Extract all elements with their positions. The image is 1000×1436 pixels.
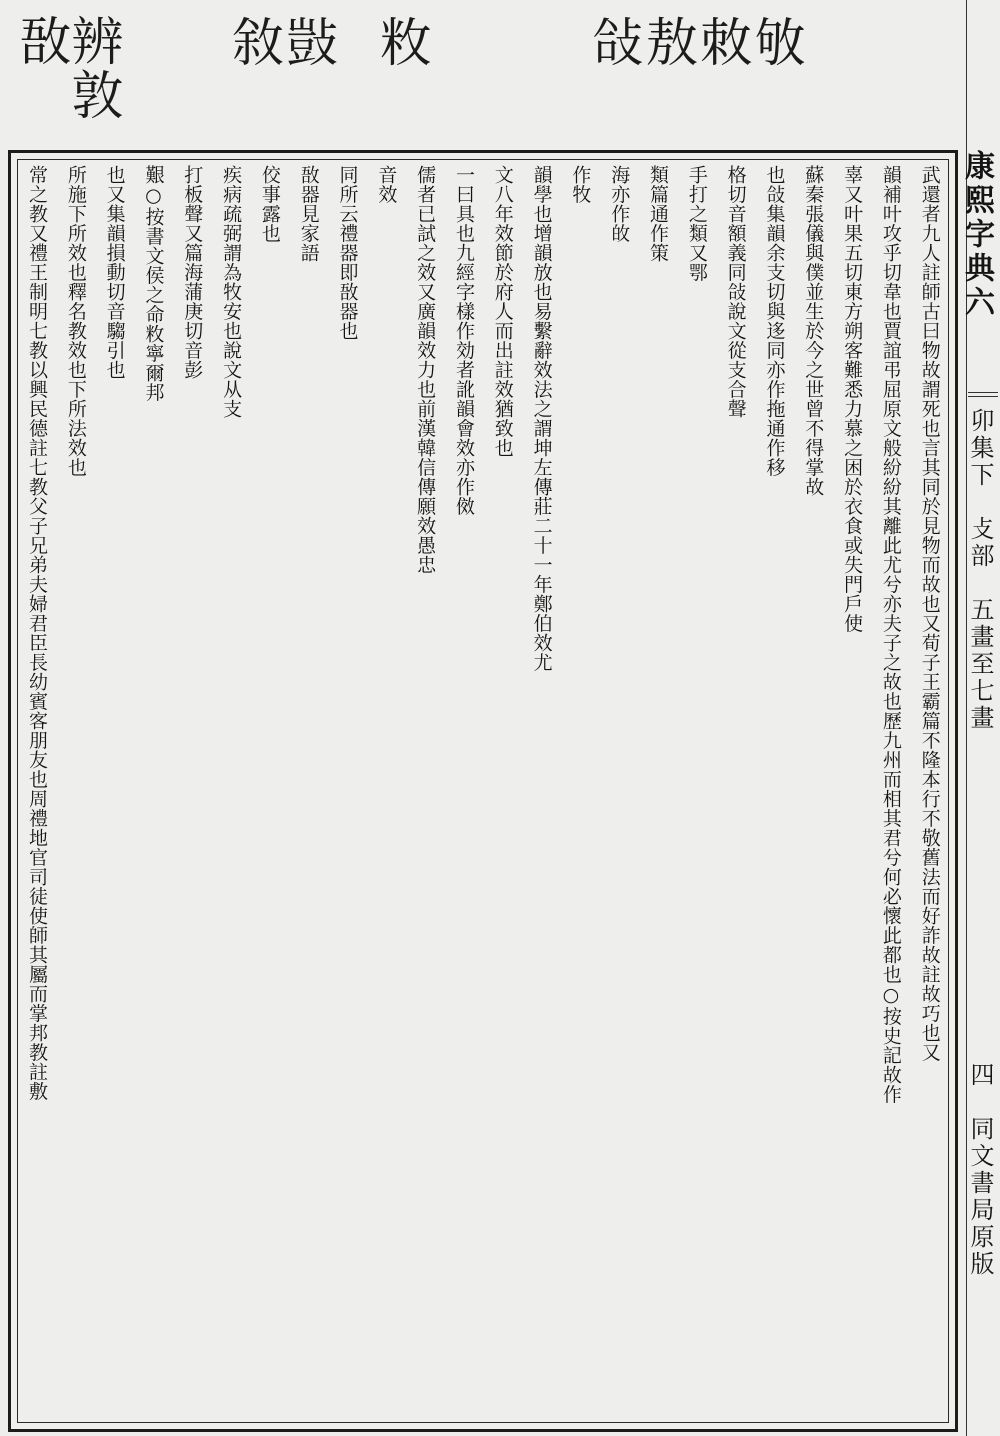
text-column: 海亦作敀 <box>608 165 631 243</box>
dictionary-columns <box>23 165 943 1417</box>
text-column: 常之教又禮王制明七教以興民德註七教父子兄弟夫婦君臣長幼賓客朋友也周禮地官司徒使師其屬而掌邦教註敷 <box>26 165 48 1101</box>
section-label: 卯集下 <box>966 408 994 489</box>
text-column: 佼事露也 <box>258 165 281 243</box>
text-column: 作牧 <box>569 165 592 204</box>
text-column: 韻學也增韻放也易繫辭效法之謂坤左傳莊二十一年鄭伯效尤 <box>530 165 553 672</box>
text-column: 韻補叶攻乎切韋也賈誼弔屈原文般紛紛其離此尤兮亦夫子之故也歷九州而相其君兮何必懷此都也○按史記故作 <box>879 165 902 1104</box>
page-margin <box>959 0 1000 1436</box>
text-column: 敔器見家語 <box>297 165 320 263</box>
text-column: 一曰具也九經字樣作効者訛韻會效亦作傚 <box>452 165 475 516</box>
publisher-info <box>966 1062 998 1278</box>
text-column: 辜又叶果五切東方朔客難悉力慕之困於衣食或失門戶使 <box>841 165 864 633</box>
text-column: 同所云禮器即敔器也 <box>336 165 359 341</box>
section-info <box>966 408 998 732</box>
text-column: 打板聲又篇海蒲庚切音彭 <box>181 165 204 380</box>
seal-group-4: 敆敖敇敂 <box>592 14 809 74</box>
seal-group-3: 敉 <box>380 14 435 74</box>
stroke-range: 五畫至七畫 <box>966 597 994 732</box>
volume-number: 六 <box>959 286 994 320</box>
text-column: 所施下所效也釋名教效也下所法效也 <box>64 165 87 477</box>
page-number: 四 <box>966 1062 994 1089</box>
title-text: 康熙字典 <box>959 150 994 286</box>
text-column: 也又集韻損動切音騶引也 <box>103 165 126 380</box>
text-column: 艱○按書文侯之命敉寧爾邦 <box>142 165 165 402</box>
text-frame <box>8 150 958 1432</box>
seal-group-2: 敘敱 <box>232 14 341 74</box>
text-column: 文八年效節於府人而出註效猶致也 <box>491 165 514 458</box>
seal-script-heading <box>0 0 1000 150</box>
text-column: 音效 <box>375 165 398 204</box>
text-column: 疾病疏弼謂為牧安也說文从支 <box>220 165 243 419</box>
text-column: 手打之類又鄂 <box>685 165 708 282</box>
book-title <box>959 150 998 320</box>
margin-separator <box>968 392 998 397</box>
text-column: 也敆集韻余支切與迻同亦作拖通作移 <box>763 165 786 477</box>
text-column: 類篇通作策 <box>647 165 669 263</box>
text-column: 格切音額義同敆說文從支合聲 <box>724 165 747 419</box>
publisher-label: 同文書局原版 <box>966 1116 994 1278</box>
text-column: 蘇秦張儀與僕並生於今之世曾不得掌故 <box>802 165 825 497</box>
text-column: 儒者已試之效又廣韻效力也前漢韓信傳願效愚忠 <box>414 165 437 575</box>
radical-label: 攴部 <box>966 516 994 570</box>
text-column: 武還者九人註師古曰物故謂死也言其同於見物而故也又荀子王霸篇不隆本行不敬舊法而好詐故註故巧也又 <box>918 165 941 1062</box>
seal-group-1: 辨敦敔 <box>10 14 122 122</box>
